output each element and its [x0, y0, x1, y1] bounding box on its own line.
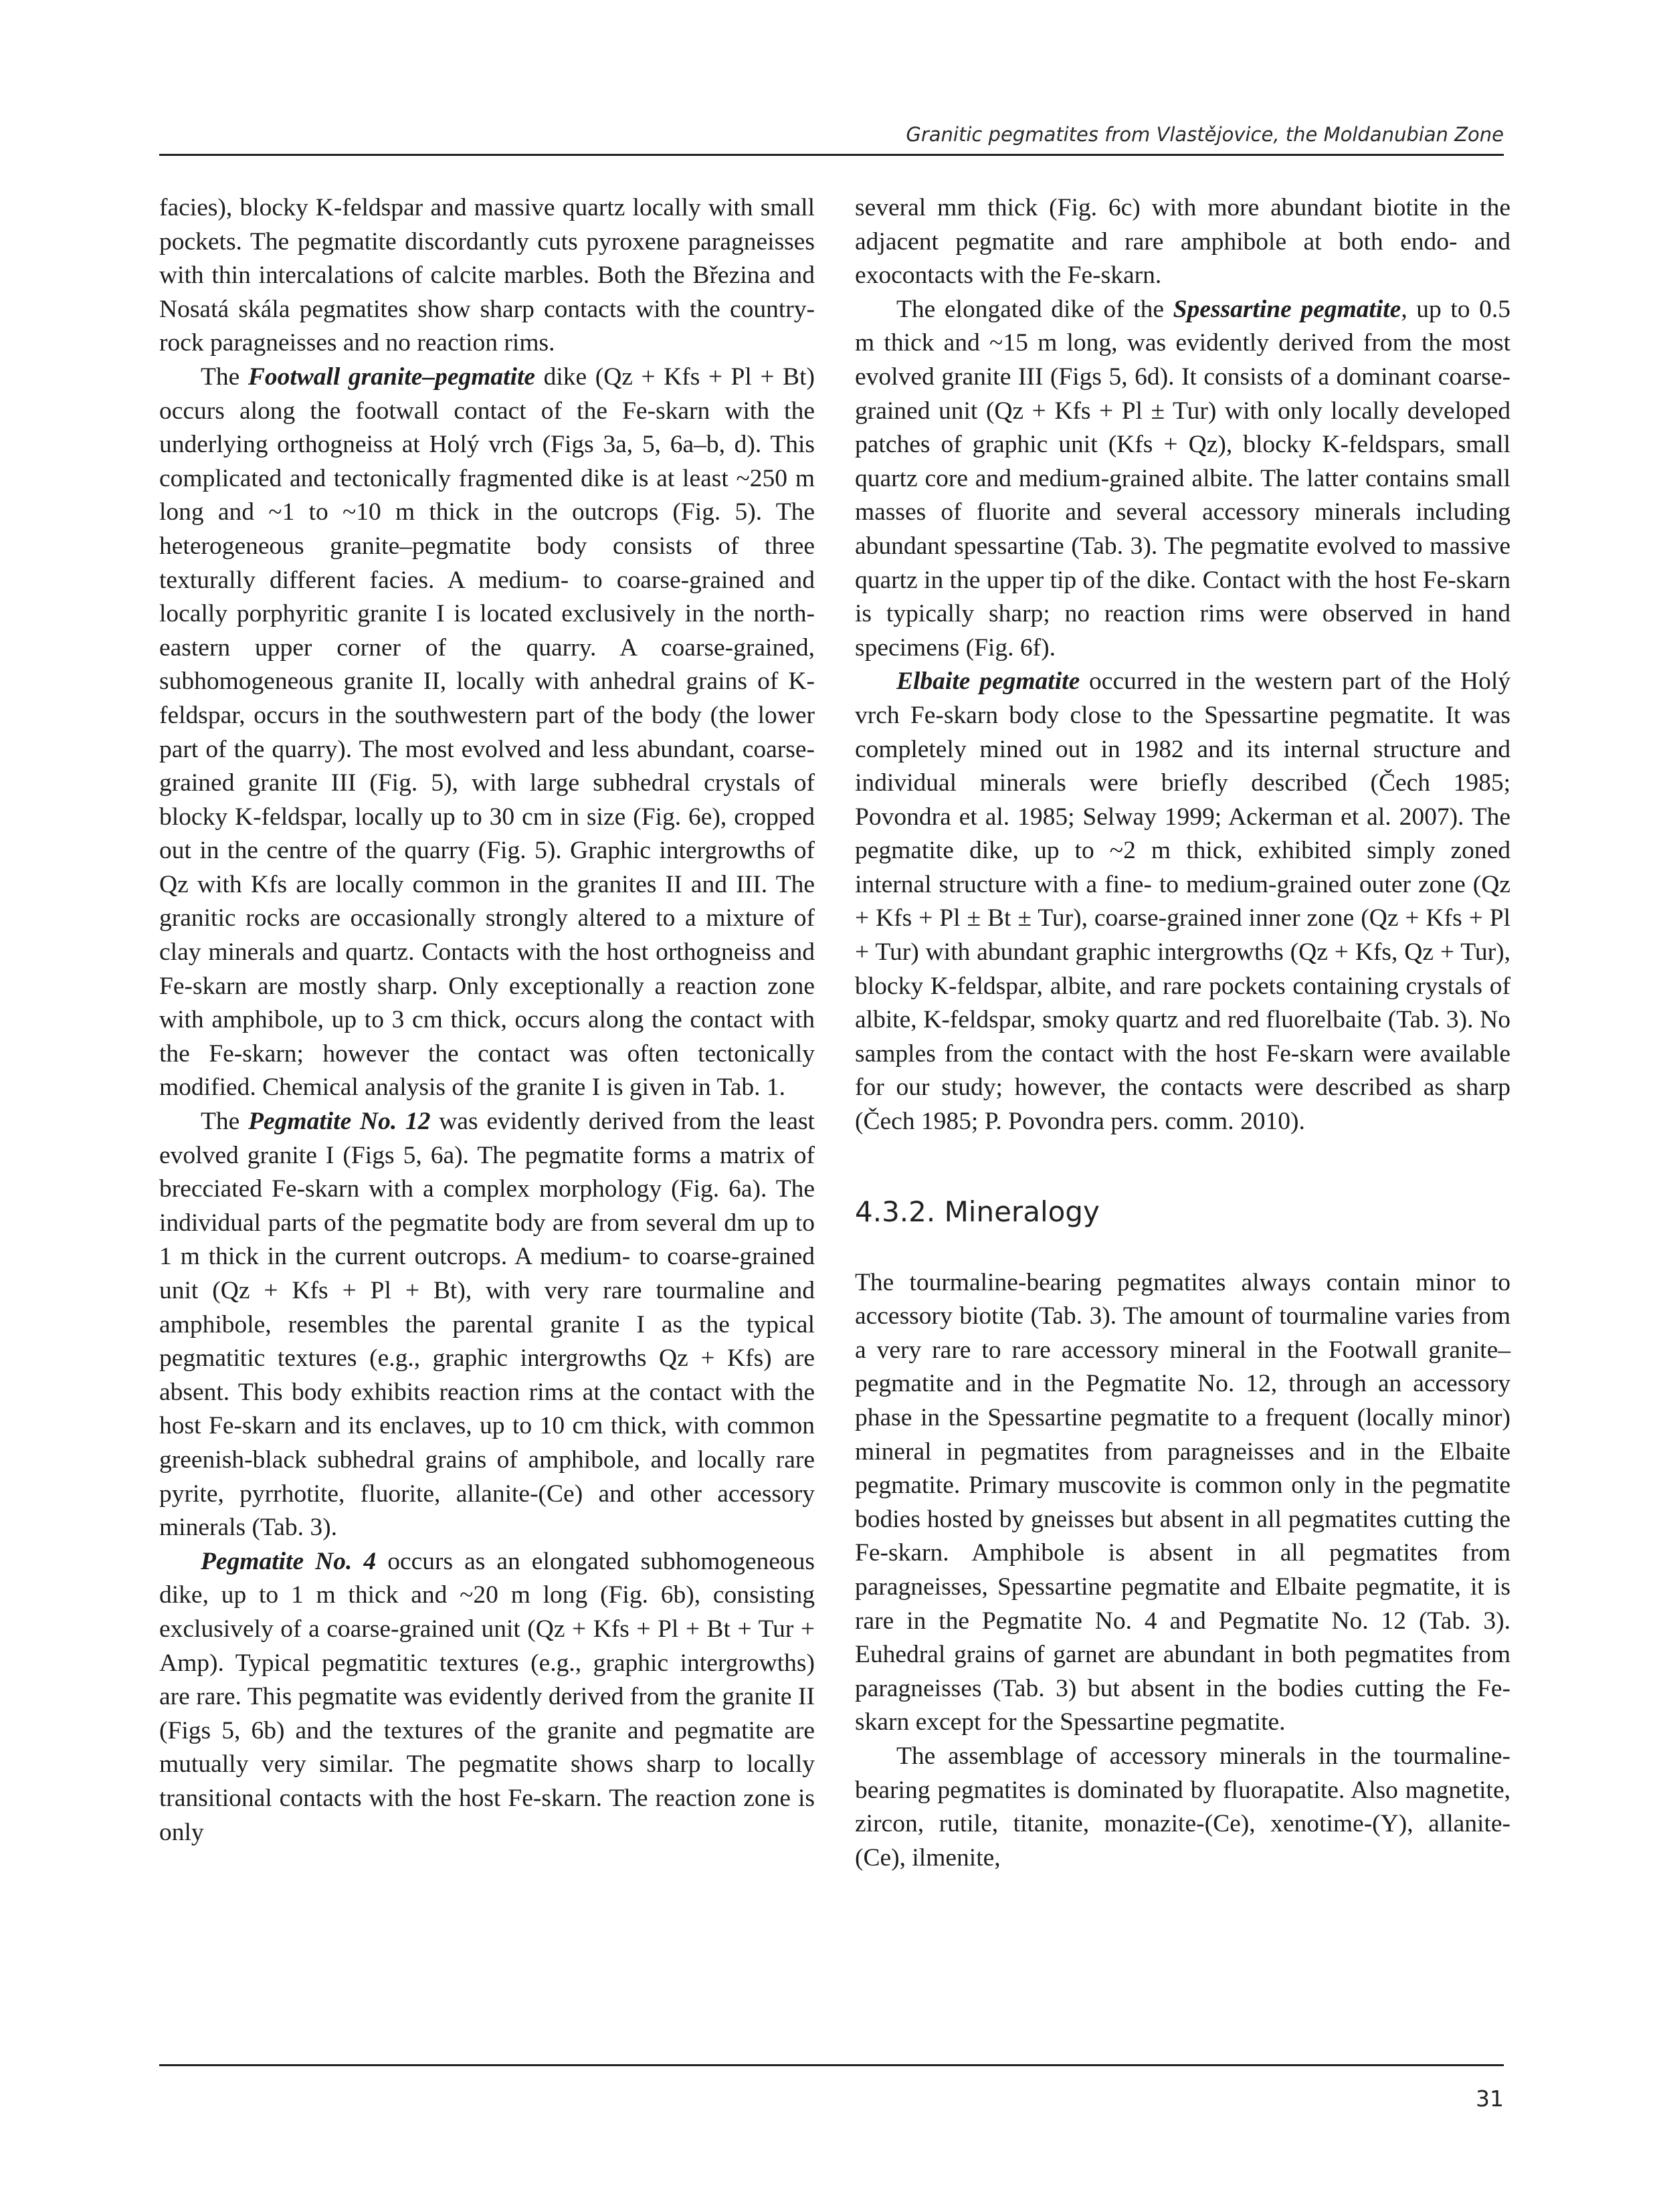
paragraph-spessartine-pegmatite: The elongated dike of the Spessartine pegmatite, up to 0.5 m thick and ~15 m long, was evidently derived from the most evolved granite III (Figs 5, 6d). It consists of a dominant coarse-grained unit (Qz + Kfs + Pl ± Tur) with only locally developed patches of graphic unit (Kfs + Qz), blocky K-feldspars, small quartz core and medium-grained albite. The latter contains small masses of fluorite and several accessory minerals including abundant spessartine (Tab. 3). The pegmatite evolved to massive quartz in the upper tip of the dike. Contact with the host Fe-skarn is typically sharp; no reaction rims were observed in hand specimens (Fig. 6f). [855, 295, 1510, 662]
paragraph-pegmatite-no-4: Pegmatite No. 4 occurs as an elongated subhomogeneous dike, up to 1 m thick and ~20 m long (Fig. 6b), consisting exclusively of a coarse-grained unit (Qz + Kfs + Pl + Bt + Tur + Amp). Typical pegmatitic textures (e.g., graphic intergrowths) are rare. This pegmatite was evidently derived from the granite II (Figs 5, 6b) and the textures of the granite and pegmatite are mutually very similar. The pegmatite shows sharp to locally transitional contacts with the host Fe-skarn. The reaction zone is only [159, 1547, 815, 1846]
right-column [855, 191, 1510, 1875]
paragraph-accessory-minerals: The assemblage of accessory minerals in the tourmaline-bearing pegmatites is dominated by fluorapatite. Also magnetite, zircon, rutile, titanite, monazite-(Ce), xenotime-(Y), allanite-(Ce), ilmenite, [855, 1742, 1510, 1872]
term-pegmatite-no-12: Pegmatite No. 12 [248, 1108, 431, 1136]
running-header: Granitic pegmatites from Vlastějovice, the Moldanubian Zone [906, 123, 1504, 146]
footer-rule [159, 2064, 1504, 2066]
header-rule [159, 154, 1504, 156]
section-heading-mineralogy: 4.3.2. Mineralogy [855, 1195, 1100, 1228]
paragraph-footwall-granite-pegmatite: The Footwall granite–pegmatite dike (Qz + Kfs + Pl + Bt) occurs along the footwall contact of the Fe-skarn with the underlying orthogneiss at Holý vrch (Figs 3a, 5, 6a–b, d). This complicated and tectonically fragmented dike is at least ~250 m long and ~1 to ~10 m thick in the outcrops (Fig. 5). The heterogeneous granite–pegmatite body consists of three texturally different facies. A medium- to coarse-grained and locally porphyritic granite I is located exclusively in the north-eastern upper corner of the quarry. A coarse-grained, subhomogeneous granite II, locally with anhedral grains of K-feldspar, occurs in the southwestern part of the body (the lower part of the quarry). The most evolved and less abundant, coarsegrained granite III (Fig. 5), with large subhedral crystals of blocky K-feldspar, locally up to 30 cm in size (Fig. 6e), cropped out in the centre of the quarry (Fig. 5). Graphic intergrowths of Qz with Kfs are locally common in the granites II and III. The granitic rocks are occasionally strongly altered to a mixture of clay minerals and quartz. Contacts with the host orthogneiss and Fe-skarn are mostly sharp. Only exceptionally a reaction zone with amphibole, up to 3 cm thick, occurs along the contact with the Fe-skarn; however the contact was often tectonically modified. Chemical analysis of the granite I is given in Tab. 1. [159, 363, 815, 1102]
term-elbaite-pegmatite: Elbaite pegmatite [896, 668, 1080, 696]
left-column [159, 191, 815, 1849]
paragraph-facies-continuation: facies), blocky K-feldspar and massive quartz locally with small pockets. The pegmatite discordantly cuts pyroxene paragneisses with thin intercalations of calcite marbles. Both the Březina and Nosatá skála pegmatites show sharp contacts with the country-rock paragneisses and no reaction rims. [159, 194, 815, 357]
paragraph-reaction-zone-continuation: several mm thick (Fig. 6c) with more abundant biotite in the adjacent pegmatite and rare amphibole at both endo- and exocontacts with the Fe-skarn. [855, 194, 1510, 290]
paragraph-mineralogy-tourmaline: The tourmaline-bearing pegmatites always contain minor to accessory biotite (Tab. 3). The amount of tourmaline varies from a very rare to rare accessory mineral in the Footwall granite–pegmatite and in the Pegmatite No. 12, through an accessory phase in the Spessartine pegmatite to a frequent (locally minor) mineral in pegmatites from paragneisses and in the Elbaite pegmatite. Primary muscovite is common only in the pegmatite bodies hosted by gneisses but absent in all pegmatites cutting the Fe-skarn. Amphibole is absent in all pegmatites from paragneisses, Spessartine pegmatite and Elbaite pegmatite, it is rare in the Pegmatite No. 4 and Pegmatite No. 12 (Tab. 3). Euhedral grains of garnet are abundant in both pegmatites from paragneisses (Tab. 3) but absent in the bodies cutting the Fe-skarn except for the Spessartine pegmatite. [855, 1268, 1510, 1736]
term-pegmatite-no-4: Pegmatite No. 4 [201, 1547, 377, 1575]
term-spessartine-pegmatite: Spessartine pegmatite [1173, 295, 1401, 323]
page-number: 31 [1476, 2086, 1504, 2112]
paragraph-elbaite-pegmatite: Elbaite pegmatite occurred in the western part of the Holý vrch Fe-skarn body close to the Spessartine pegmatite. It was completely mined out in 1982 and its internal structure and individual minerals were briefly described (Čech 1985; Povondra et al. 1985; Selway 1999; Ackerman et al. 2007). The pegmatite dike, up to ~2 m thick, exhibited simply zoned internal structure with a fine- to medium-grained outer zone (Qz + Kfs + Pl ± Bt ± Tur), coarse-grained inner zone (Qz + Kfs + Pl + Tur) with abundant graphic intergrowths (Qz + Kfs, Qz + Tur), blocky K-feldspar, albite, and rare pockets containing crystals of albite, K-feldspar, smoky quartz and red fluorelbaite (Tab. 3). No samples from the contact with the host Fe-skarn were available for our study; however, the contacts were described as sharp (Čech 1985; P. Povondra pers. comm. 2010). [855, 668, 1510, 1136]
term-footwall-granite-pegmatite: Footwall granite–pegmatite [248, 363, 536, 391]
paragraph-pegmatite-no-12: The Pegmatite No. 12 was evidently derived from the least evolved granite I (Figs 5, 6a). The pegmatite forms a matrix of brecciated Fe-skarn with a complex morphology (Fig. 6a). The individual parts of the pegmatite body are from several dm up to 1 m thick in the current outcrops. A medium- to coarse-grained unit (Qz + Kfs + Pl + Bt), with very rare tourmaline and amphibole, resembles the parental granite I as the typical pegmatitic textures (e.g., graphic intergrowths Qz + Kfs) are absent. This body exhibits reaction rims at the contact with the host Fe-skarn and its enclaves, up to 10 cm thick, with common greenish-black subhedral grains of amphibole, and locally rare pyrite, pyrrhotite, fluorite, allanite-(Ce) and other accessory minerals (Tab. 3). [159, 1108, 815, 1542]
